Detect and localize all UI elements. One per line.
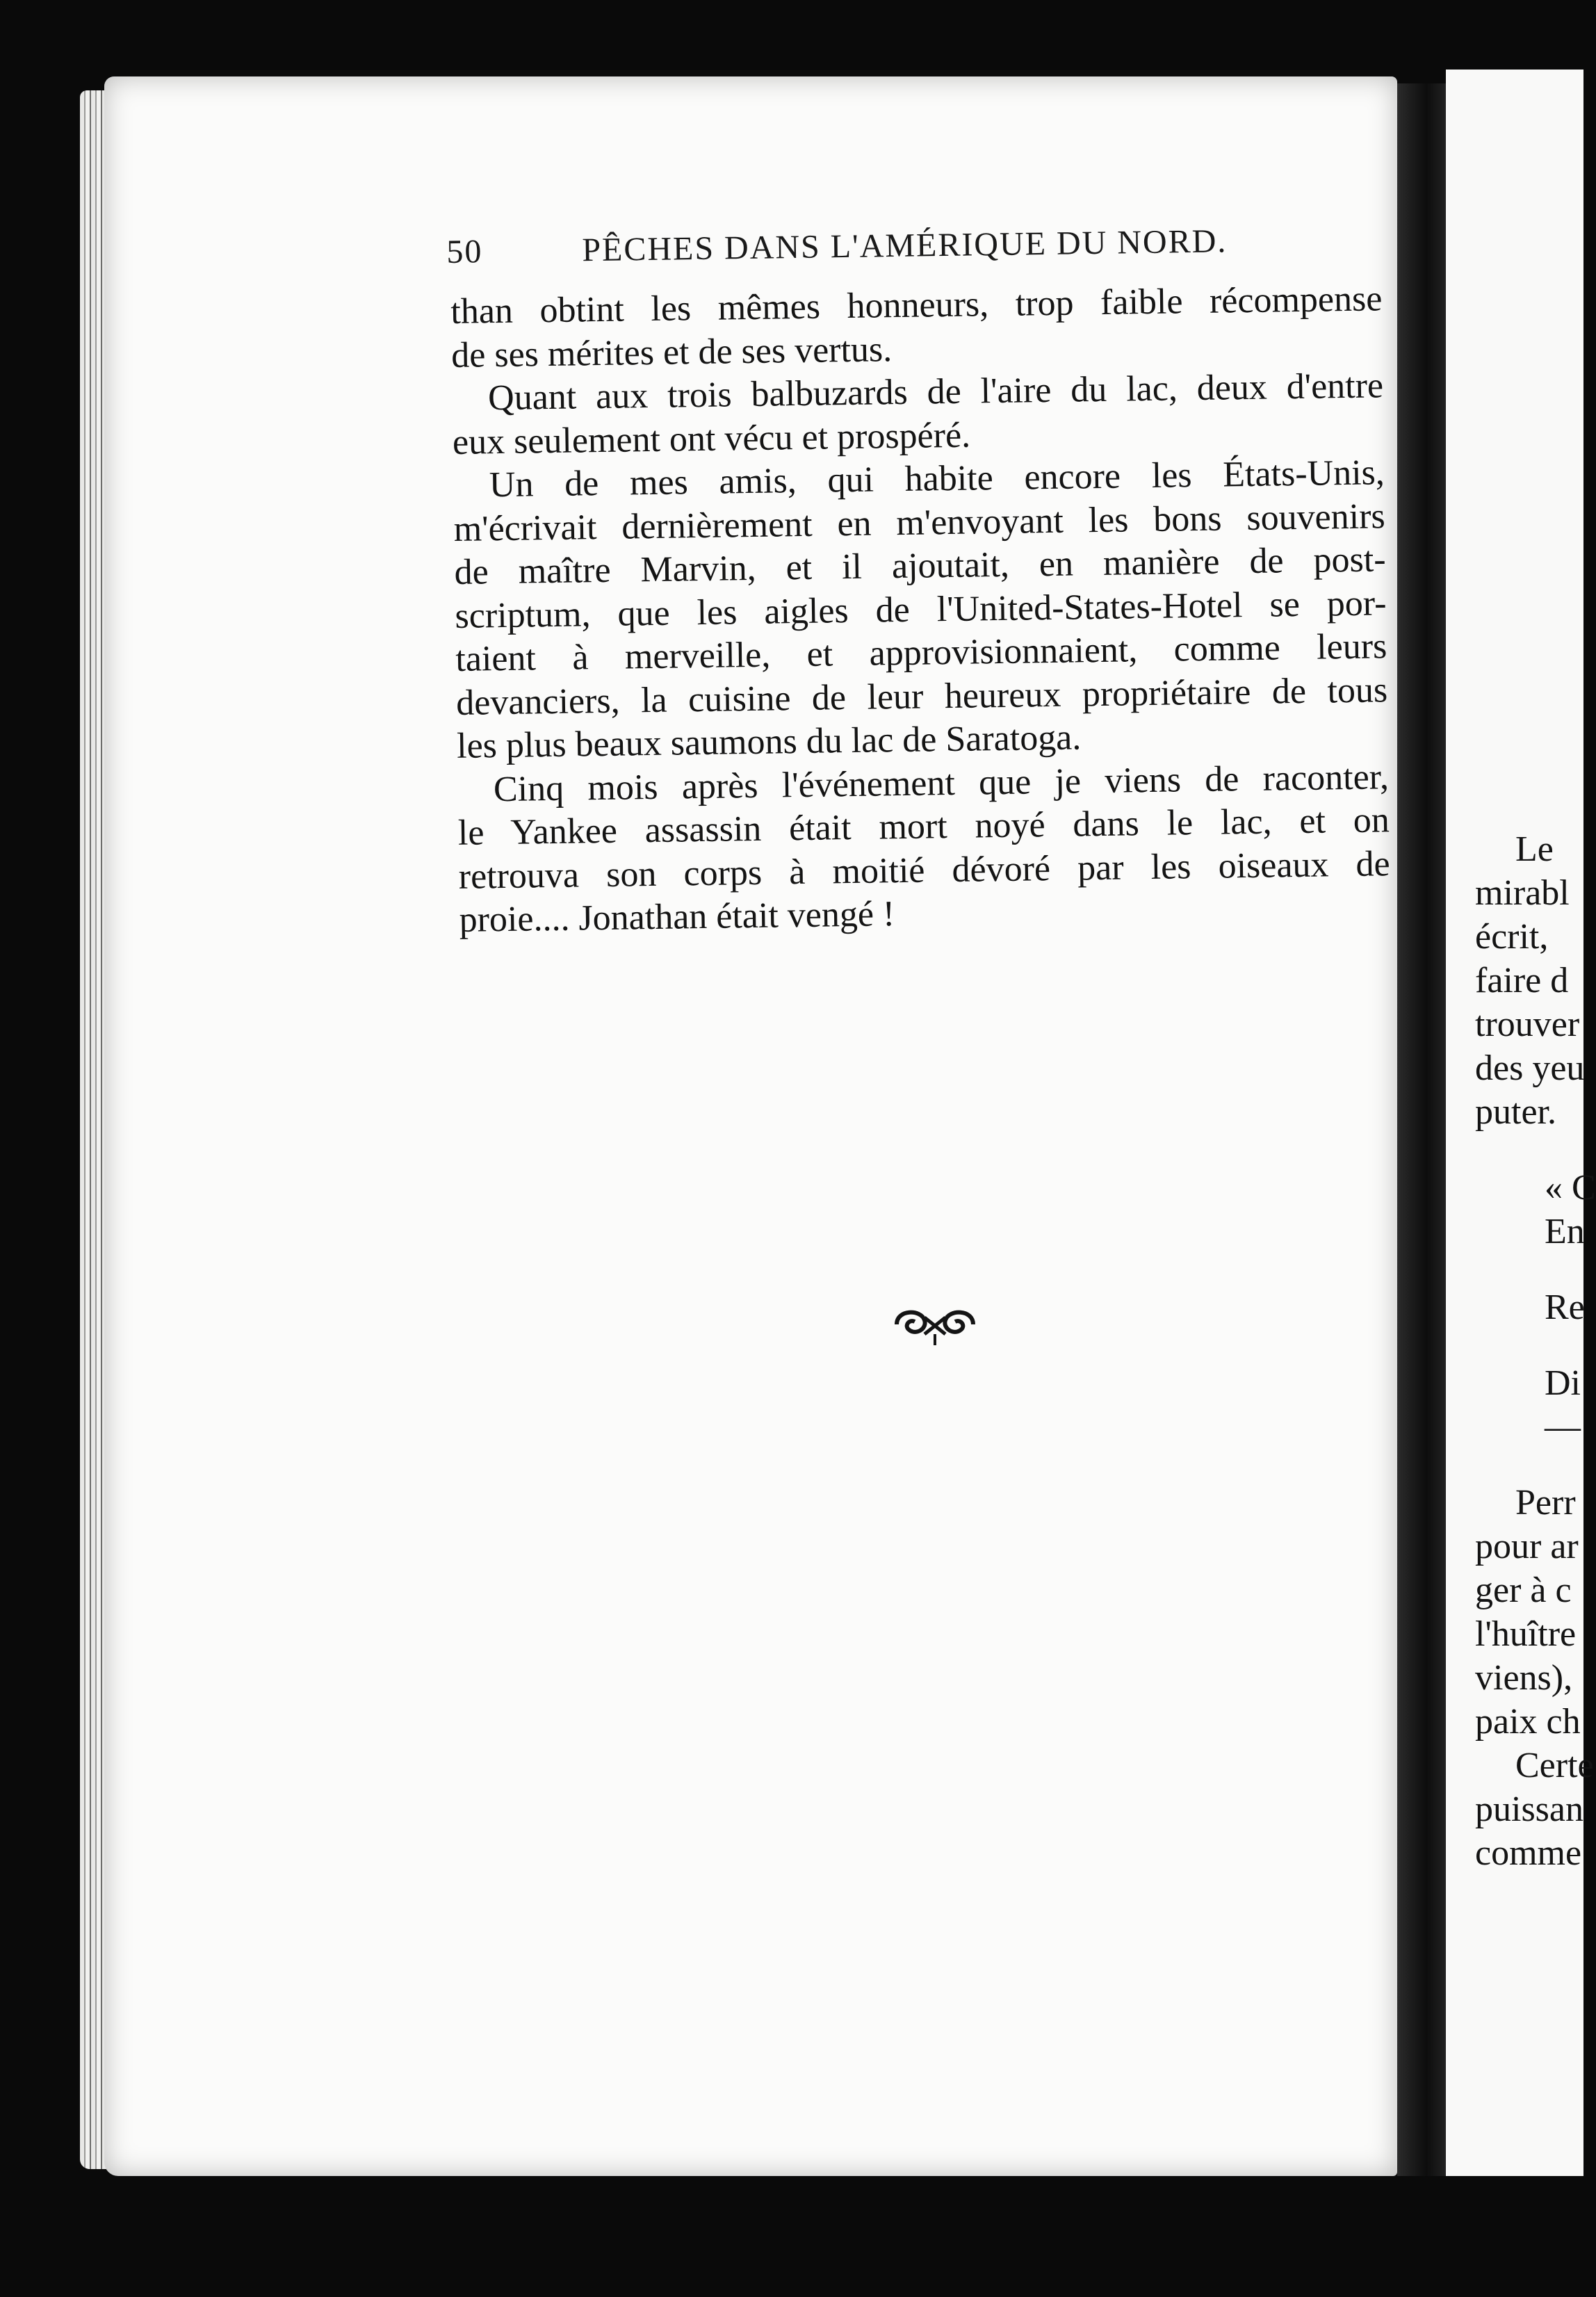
text-line: les plus beaux saumons du lac de Saratoga. (456, 717, 1082, 766)
fleuron-ornament (883, 1297, 987, 1352)
right-text-line: des yeu (1475, 1048, 1585, 1088)
right-text-line: l'huître (1475, 1614, 1577, 1654)
right-text-line: puissan (1475, 1789, 1583, 1829)
right-text-line: comme (1475, 1833, 1582, 1873)
text-line: Quant aux trois balbuzards de l'aire du lac, deux d'entre (487, 366, 1384, 419)
text-line: de ses mérites et de ses vertus. (450, 329, 893, 375)
right-page-text (1475, 827, 1596, 1875)
right-text-line: trouver (1475, 1005, 1580, 1044)
right-text-line: ger à c (1475, 1570, 1572, 1610)
text-line: eux seulement ont vécu et prospéré. (452, 415, 971, 462)
right-text-line: faire d (1475, 961, 1569, 1000)
right-text-line: mirabl (1475, 873, 1570, 913)
right-text-line: Certe (1515, 1746, 1594, 1785)
running-title: PÊCHES DANS L'AMÉRIQUE DU NORD. (581, 222, 1228, 269)
right-text-line: Le (1515, 829, 1554, 869)
right-text-line: paix ch (1475, 1702, 1581, 1742)
right-text-line: « C (1545, 1168, 1596, 1208)
text-line: Un de mes amis, qui habite encore les États-Unis, (489, 453, 1385, 505)
right-text-line: En (1545, 1212, 1585, 1251)
right-text-line: pour ar (1475, 1527, 1579, 1566)
text-line: proie.... Jonathan était vengé ! (459, 894, 895, 940)
right-text-line: Di (1545, 1363, 1581, 1403)
text-line: than obtint les mêmes honneurs, trop faible récompense (450, 279, 1383, 332)
right-text-line: Re (1545, 1288, 1585, 1327)
text-line: le Yankee assassin était mort noyé dans le lac, et on (457, 800, 1390, 853)
right-text-line: puter. (1475, 1092, 1556, 1132)
text-line: taient à merveille, et approvisionnaient, comme leurs (455, 626, 1387, 679)
right-text-line: viens), (1475, 1658, 1573, 1698)
line-gap (1475, 1449, 1583, 1481)
body-text (450, 277, 1391, 942)
line-gap (1475, 1134, 1583, 1166)
right-text-line: écrit, (1475, 917, 1549, 957)
right-text-line: — (1545, 1407, 1581, 1447)
text-line: scriptum, que les aigles de l'United-States-Hotel se por- (455, 583, 1387, 636)
text-line: devanciers, la cuisine de leur heureux propriétaire de tous (455, 669, 1388, 723)
book-gutter (1397, 83, 1446, 2176)
right-text-line: Perr (1515, 1483, 1576, 1523)
line-gap (1475, 1329, 1583, 1361)
text-line: m'écrivait dernièrement en m'envoyant les bons souvenirs (453, 496, 1386, 549)
text-line: retrouva son corps à moitié dévoré par les oiseaux de (458, 843, 1391, 897)
page-number: 50 (446, 233, 483, 270)
text-line: Cinq mois après l'événement que je viens de raconter, (493, 756, 1390, 809)
line-gap (1475, 1253, 1583, 1285)
text-line: de maître Marvin, et il ajoutait, en manière de post- (454, 539, 1386, 592)
